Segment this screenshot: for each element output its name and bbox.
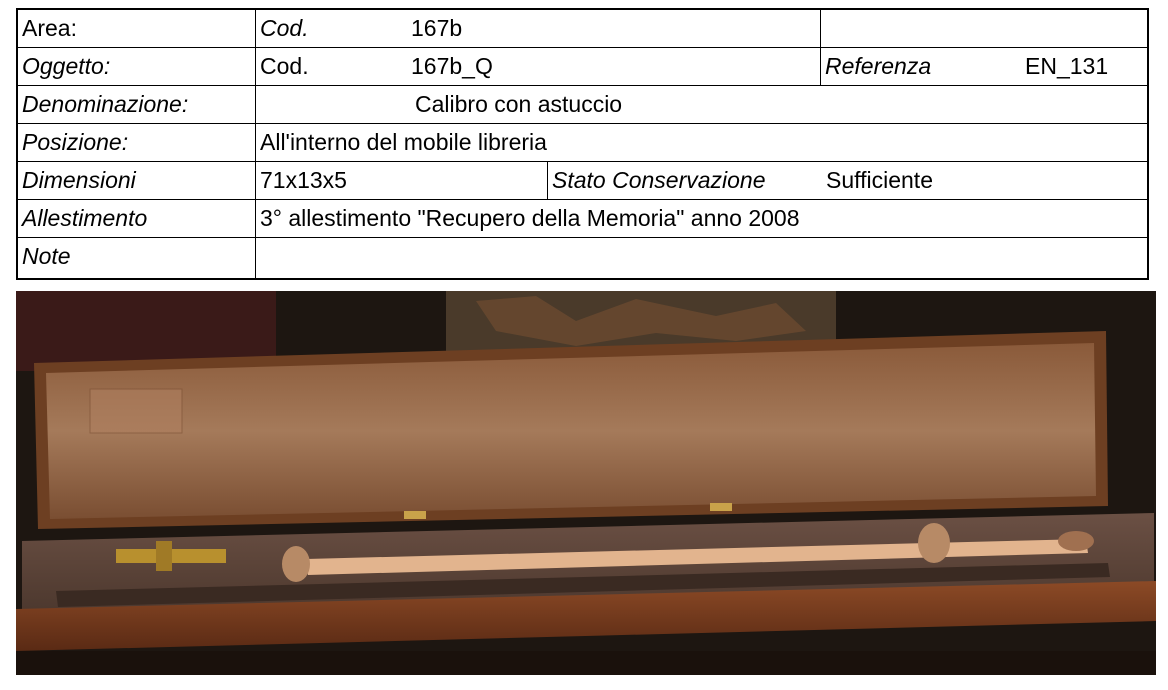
cod-label: Cod. (260, 53, 309, 79)
stato-label: Stato Conservazione (552, 167, 766, 193)
dimensioni-value: 71x13x5 (256, 162, 548, 199)
area-extra (821, 10, 1151, 47)
cod-value: 167b_Q (411, 53, 493, 79)
row-area (18, 10, 1147, 48)
area-code-cell (256, 10, 821, 47)
dimensioni-label: Dimensioni (18, 162, 256, 199)
photo-illustration (16, 291, 1156, 675)
area-label: Area: (18, 10, 256, 47)
stato-value: Sufficiente (826, 167, 933, 193)
oggetto-code-cell (256, 48, 821, 85)
row-allestimento (18, 200, 1147, 238)
row-dimensioni (18, 162, 1147, 200)
posizione-label: Posizione: (18, 124, 256, 161)
allestimento-label: Allestimento (18, 200, 256, 237)
cod-value: 167b (411, 15, 463, 41)
denominazione-value: Calibro con astuccio (415, 91, 623, 117)
note-label: Note (18, 238, 256, 278)
referenza-cell (821, 48, 1151, 85)
caliper-case-photo (16, 291, 1156, 675)
catalog-record-table (16, 8, 1149, 280)
referenza-value: EN_131 (1025, 53, 1109, 79)
denominazione-cell (256, 86, 1151, 123)
allestimento-value: 3° allestimento "Recupero della Memoria" anno 2008 (260, 205, 800, 231)
posizione-value: All'interno del mobile libreria (260, 129, 547, 155)
cod-label: Cod. (260, 15, 309, 41)
row-oggetto (18, 48, 1147, 86)
referenza-label: Referenza (825, 53, 932, 79)
row-denominazione (18, 86, 1147, 124)
row-posizione (18, 124, 1147, 162)
note-value (256, 238, 1151, 278)
denominazione-label: Denominazione: (18, 86, 256, 123)
oggetto-label: Oggetto: (18, 48, 256, 85)
row-note (18, 238, 1147, 278)
stato-cell (548, 162, 1151, 199)
